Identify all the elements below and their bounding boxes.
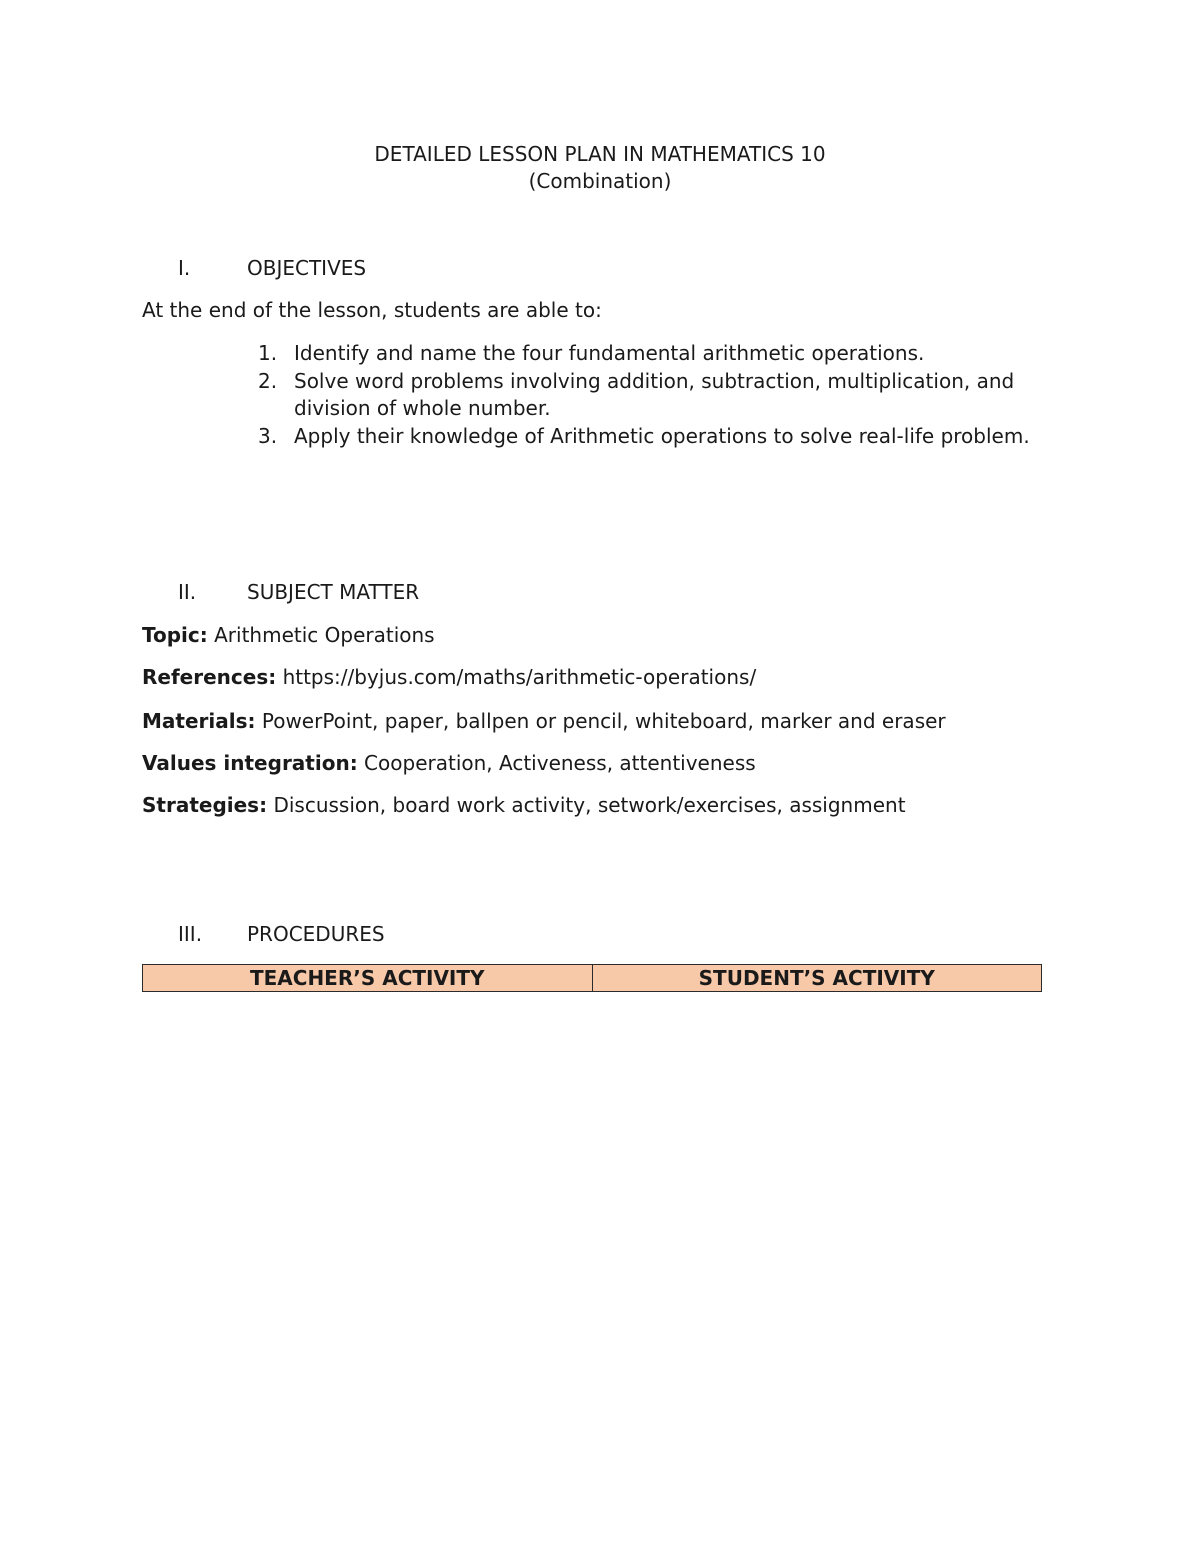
references-value: https://byjus.com/maths/arithmetic-operations/ — [276, 665, 757, 689]
materials-value: PowerPoint, paper, ballpen or pencil, whiteboard, marker and eraser — [255, 709, 946, 733]
objective-text: Solve word problems involving addition, subtraction, multiplication, and division of whole number. — [294, 369, 1015, 420]
document-title: DETAILED LESSON PLAN IN MATHEMATICS 10 — [374, 142, 826, 166]
procedures-header-row — [143, 965, 1042, 992]
student-activity-header: STUDENT’S ACTIVITY — [592, 965, 1042, 992]
objective-number: 3. — [258, 424, 278, 448]
objectives-title: OBJECTIVES — [247, 256, 367, 280]
references-label: References: — [142, 665, 277, 689]
document-subtitle: (Combination) — [528, 169, 672, 193]
subject-matter-number: II. — [178, 580, 197, 604]
procedures-table — [142, 964, 1042, 992]
materials-line — [142, 708, 946, 734]
objective-number: 2. — [258, 369, 278, 393]
objectives-list — [258, 340, 1048, 451]
topic-line — [142, 622, 435, 648]
references-line — [142, 664, 756, 690]
values-integration-value: Cooperation, Activeness, attentiveness — [357, 751, 756, 775]
objectives-intro: At the end of the lesson, students are able to: — [142, 298, 602, 322]
values-integration-line — [142, 750, 756, 776]
objective-item — [258, 423, 1048, 450]
procedures-number: III. — [178, 922, 203, 946]
subject-matter-title: SUBJECT MATTER — [247, 580, 420, 604]
subject-matter-heading — [178, 579, 419, 605]
strategies-value: Discussion, board work activity, setwork/exercises, assignment — [267, 793, 906, 817]
objective-text: Apply their knowledge of Arithmetic operations to solve real-life problem. — [294, 424, 1030, 448]
objective-text: Identify and name the four fundamental arithmetic operations. — [294, 341, 925, 365]
values-integration-label: Values integration: — [142, 751, 358, 775]
objectives-heading — [178, 255, 366, 281]
teacher-activity-header: TEACHER’S ACTIVITY — [143, 965, 593, 992]
objective-item — [258, 340, 1048, 367]
strategies-line — [142, 792, 906, 818]
procedures-heading — [178, 921, 385, 947]
strategies-label: Strategies: — [142, 793, 268, 817]
topic-value: Arithmetic Operations — [207, 623, 435, 647]
objective-item — [258, 368, 1048, 422]
materials-label: Materials: — [142, 709, 256, 733]
objectives-number: I. — [178, 256, 191, 280]
objective-number: 1. — [258, 341, 278, 365]
procedures-title: PROCEDURES — [247, 922, 385, 946]
topic-label: Topic: — [142, 623, 208, 647]
